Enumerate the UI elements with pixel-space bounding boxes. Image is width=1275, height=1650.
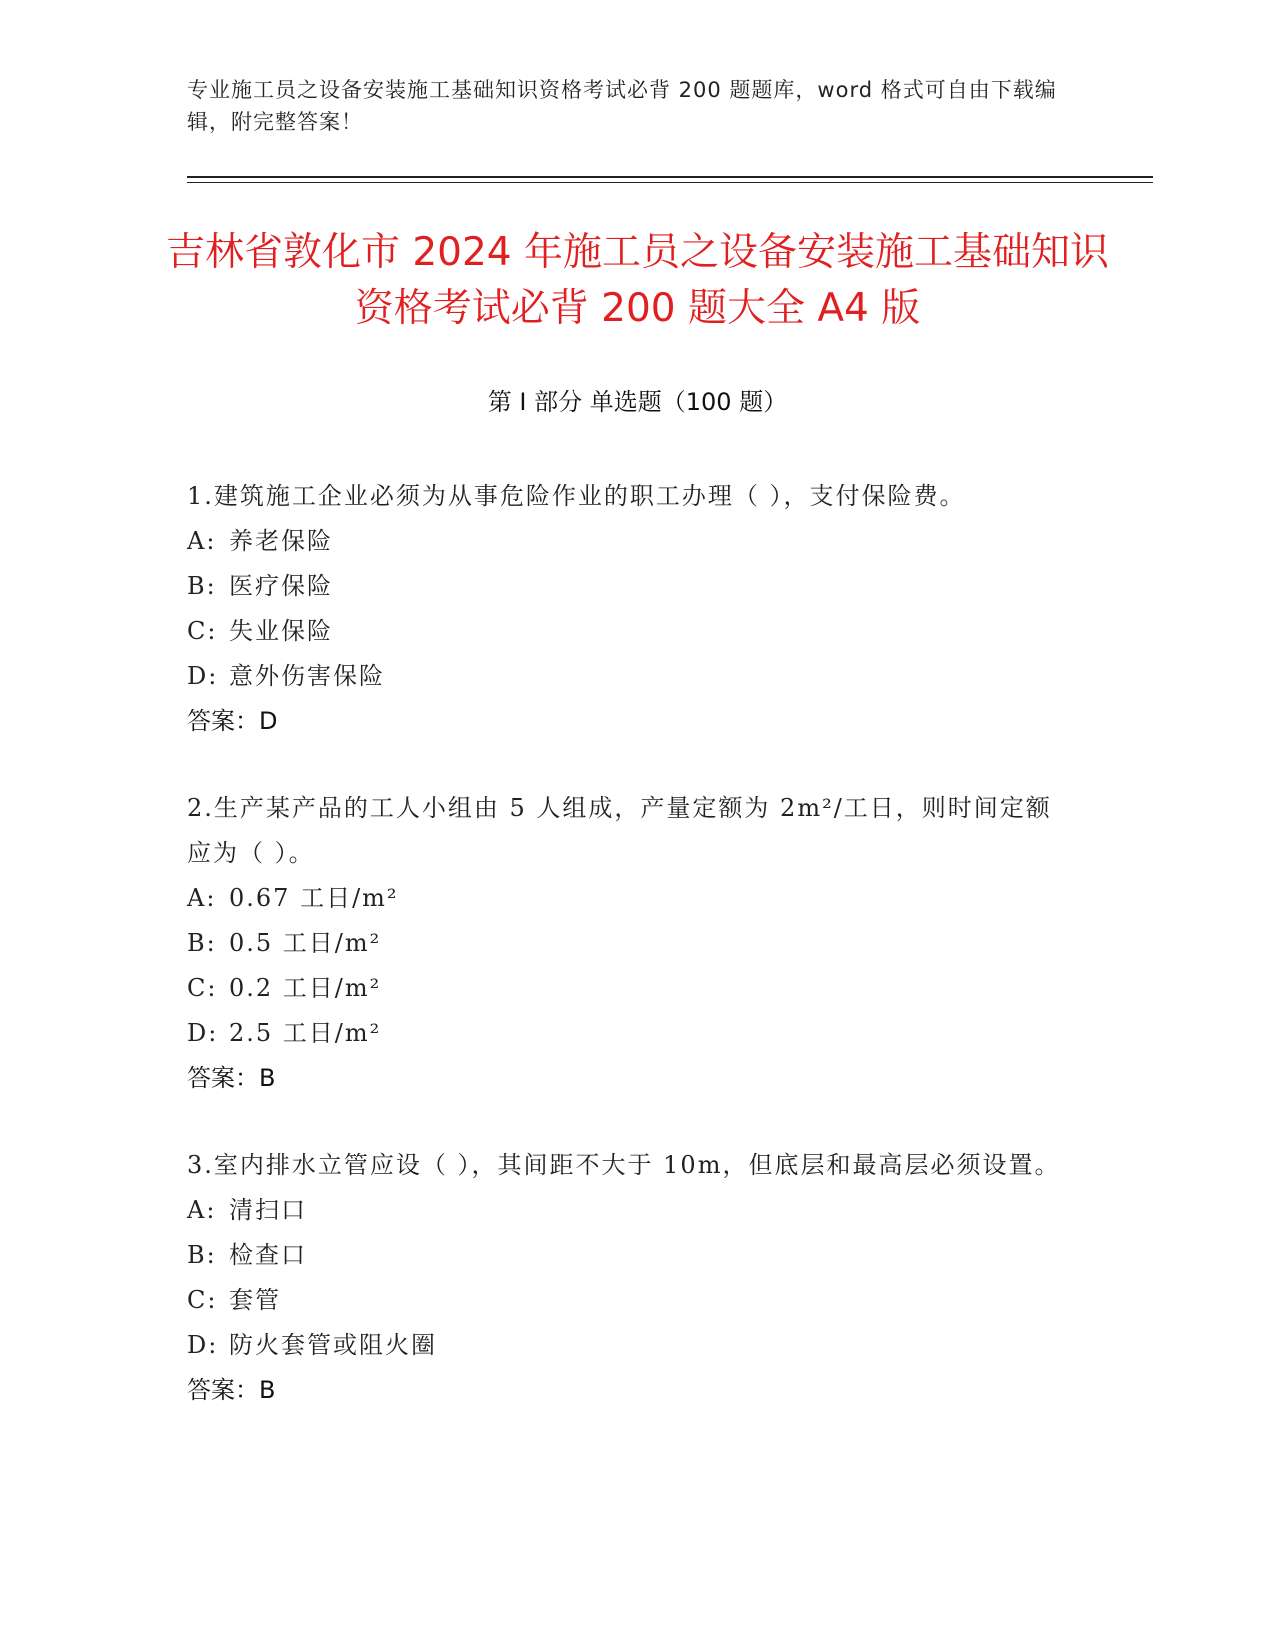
option-letter: B:	[187, 572, 217, 600]
header-rule-thick	[187, 176, 1153, 178]
option-b	[187, 1233, 1067, 1278]
option-letter: A:	[187, 884, 217, 912]
option-c	[187, 609, 1067, 654]
option-text: 套管	[229, 1286, 281, 1314]
header-rule-thin	[187, 182, 1153, 183]
option-letter: D:	[187, 662, 219, 690]
answer-label: 答案：	[187, 1064, 259, 1092]
answer-label: 答案：	[187, 707, 259, 735]
document-title: 吉林省敦化市 2024 年施工员之设备安装施工基础知识资格考试必背 200 题大全 A4 版	[165, 230, 1110, 331]
option-text: 0.5 工日/m²	[229, 929, 382, 957]
option-letter: B:	[187, 929, 217, 957]
option-b	[187, 564, 1067, 609]
option-letter: D:	[187, 1331, 219, 1359]
question-stem: 1.建筑施工企业必须为从事危险作业的职工办理（ ），支付保险费。	[187, 482, 966, 510]
option-d	[187, 654, 1067, 699]
question-list	[187, 474, 1067, 1455]
option-d	[187, 1323, 1067, 1368]
option-d	[187, 1011, 1067, 1056]
option-c	[187, 966, 1067, 1011]
option-text: 0.2 工日/m²	[229, 974, 382, 1002]
question-stem: 2.生产某产品的工人小组由 5 人组成，产量定额为 2m²/工日，则时间定额应为（ ）。	[187, 794, 1052, 867]
header-note: 专业施工员之设备安装施工基础知识资格考试必背 200 题题库，word 格式可自由下载编辑，附完整答案！	[187, 78, 1057, 134]
option-a	[187, 519, 1067, 564]
option-letter: C:	[187, 1286, 218, 1314]
answer-line	[187, 1056, 1067, 1101]
option-text: 0.67 工日/m²	[229, 884, 399, 912]
answer-value: B	[259, 1064, 276, 1092]
option-text: 医疗保险	[229, 572, 333, 600]
option-letter: D:	[187, 1019, 219, 1047]
section-heading: 第 I 部分 单选题（100 题）	[487, 388, 788, 416]
answer-label: 答案：	[187, 1376, 259, 1404]
option-letter: B:	[187, 1241, 217, 1269]
answer-line	[187, 1368, 1067, 1413]
option-text: 养老保险	[229, 527, 333, 555]
option-text: 失业保险	[229, 617, 333, 645]
option-letter: C:	[187, 974, 218, 1002]
option-letter: C:	[187, 617, 218, 645]
answer-line	[187, 699, 1067, 744]
option-b	[187, 921, 1067, 966]
option-text: 检查口	[229, 1241, 307, 1269]
option-text: 防火套管或阻火圈	[229, 1331, 437, 1359]
option-text: 2.5 工日/m²	[229, 1019, 382, 1047]
question-1	[187, 474, 1067, 744]
option-letter: A:	[187, 1196, 217, 1224]
option-letter: A:	[187, 527, 217, 555]
option-text: 清扫口	[229, 1196, 307, 1224]
option-a	[187, 876, 1067, 921]
option-text: 意外伤害保险	[229, 662, 385, 690]
option-a	[187, 1188, 1067, 1233]
question-stem: 3.室内排水立管应设（ ），其间距不大于 10m，但底层和最高层必须设置。	[187, 1151, 1061, 1179]
option-c	[187, 1278, 1067, 1323]
answer-value: B	[259, 1376, 276, 1404]
answer-value: D	[259, 707, 278, 735]
question-2	[187, 786, 1067, 1101]
question-3	[187, 1143, 1067, 1413]
